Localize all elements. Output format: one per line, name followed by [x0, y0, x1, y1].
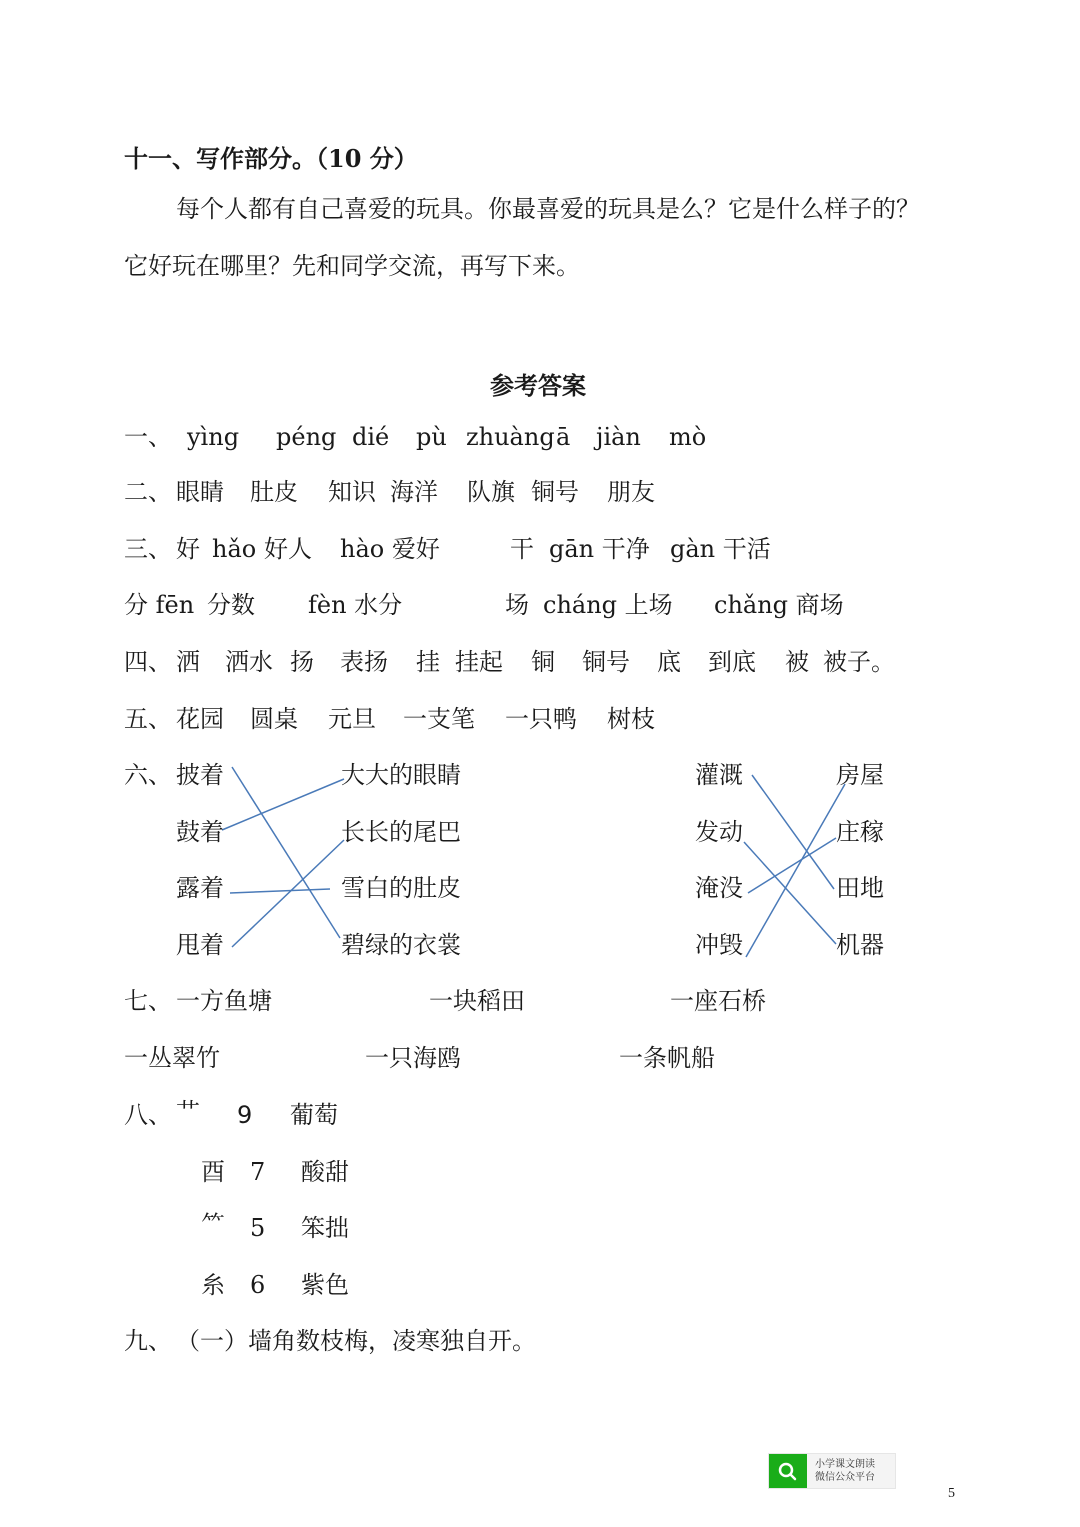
q8-word: 酸甜 — [301, 1158, 349, 1186]
q3-item: 分 fēn — [124, 591, 195, 619]
q7-item: 一只海鸥 — [365, 1044, 461, 1072]
q6-left-phrase: 大大的眼睛 — [341, 761, 461, 789]
matching-line — [752, 775, 834, 889]
q1-item: jiàn — [596, 423, 641, 451]
writing-prompt-line2: 它好玩在哪里？先和同学交流，再写下来。 — [124, 252, 580, 280]
q8-strokes: 5 — [250, 1214, 266, 1242]
q1-item: yìng — [187, 423, 240, 451]
q1-item: pù — [416, 423, 447, 451]
q8-word: 笨拙 — [301, 1214, 349, 1242]
q7-item: 一块稻田 — [429, 987, 525, 1015]
q8-radical: 糸 — [201, 1271, 225, 1299]
q5-item: 圆桌 — [250, 705, 298, 733]
q4-item: 被 — [785, 648, 809, 676]
matching-line — [230, 889, 330, 893]
q8-strokes: 9 — [237, 1101, 253, 1129]
q1-item: dié — [352, 423, 390, 451]
q9-label: 九、 — [124, 1327, 172, 1355]
q4-item: 铜号 — [582, 648, 630, 676]
q3-item: hǎo — [212, 535, 257, 563]
answer-key-title: 参考答案 — [490, 371, 586, 400]
matching-line — [746, 784, 845, 957]
q6-right-verb: 冲毁 — [695, 931, 743, 959]
q2-item: 海洋 — [390, 478, 438, 506]
q8-strokes: 7 — [250, 1158, 266, 1186]
q5-item: 树枝 — [607, 705, 655, 733]
q8-radical: 酉 — [201, 1158, 225, 1186]
q6-left-verb: 披着 — [176, 761, 224, 789]
q7-label: 七、 — [124, 987, 172, 1015]
q4-item: 洒水 — [225, 648, 273, 676]
q1-item: mò — [669, 423, 707, 451]
matching-line — [232, 767, 340, 938]
q3-item: fèn 水分 — [308, 591, 403, 619]
q4-item: 洒 — [176, 648, 200, 676]
q3-item: hào 爱好 — [340, 535, 440, 563]
q6-right-noun: 房屋 — [836, 761, 884, 789]
q1-item: zhuàng — [466, 423, 555, 451]
q4-label: 四、 — [124, 648, 172, 676]
q7-item: 一条帆船 — [619, 1044, 715, 1072]
q6-right-verb: 发动 — [695, 818, 743, 846]
badge-line2: 微信公众平台 — [815, 1472, 875, 1483]
q2-item: 眼睛 — [176, 478, 224, 506]
q1-item: ā — [556, 423, 571, 451]
q3-item: gàn 干活 — [670, 535, 771, 563]
q5-item: 一只鸭 — [505, 705, 577, 733]
q7-item: 一丛翠竹 — [124, 1044, 220, 1072]
q6-right-noun: 田地 — [836, 874, 884, 902]
q2-item: 队旗 — [467, 478, 515, 506]
writing-heading: 十一、写作部分。（10 分） — [124, 144, 418, 173]
q6-right-noun: 庄稼 — [836, 818, 884, 846]
q4-item: 到底 — [708, 648, 756, 676]
q8-word: 紫色 — [301, 1271, 349, 1299]
page-number: 5 — [948, 1486, 955, 1501]
q4-item: 挂 — [416, 648, 440, 676]
q4-item: 表扬 — [340, 648, 388, 676]
q8-strokes: 6 — [250, 1271, 266, 1299]
q8-word: 葡萄 — [290, 1101, 338, 1129]
q8-radical: 艹 — [176, 1098, 200, 1126]
q4-item: 底 — [657, 648, 681, 676]
q2-item: 朋友 — [607, 478, 655, 506]
q3-label: 三、 — [124, 535, 172, 563]
search-icon — [769, 1454, 807, 1488]
q9-text: （一）墙角数枝梅，凌寒独自开。 — [176, 1327, 536, 1355]
q5-label: 五、 — [124, 705, 172, 733]
wechat-platform-badge — [768, 1453, 896, 1489]
q5-item: 一支笔 — [403, 705, 475, 733]
q3-item: 场 — [505, 591, 529, 619]
q3-item: 分数 — [207, 591, 255, 619]
q6-right-verb: 灌溉 — [695, 761, 743, 789]
q2-item: 铜号 — [531, 478, 579, 506]
writing-prompt-line1: 每个人都有自己喜爱的玩具。你最喜爱的玩具是么？它是什么样子的？ — [176, 195, 920, 223]
q3-item: chǎng 商场 — [714, 591, 844, 619]
q3-item: 好人 — [264, 535, 312, 563]
q6-left-verb: 鼓着 — [176, 818, 224, 846]
q3-item: 干 — [510, 535, 534, 563]
q3-item: gān 干净 — [549, 535, 650, 563]
q4-item: 被子。 — [823, 648, 895, 676]
matching-line — [748, 838, 836, 893]
badge-line1: 小学课文朗读 — [815, 1459, 875, 1470]
q2-item: 知识 — [328, 478, 376, 506]
q6-left-phrase: 长长的尾巴 — [341, 818, 461, 846]
q6-left-verb: 甩着 — [176, 931, 224, 959]
q6-left-verb: 露着 — [176, 874, 224, 902]
q6-label: 六、 — [124, 761, 172, 789]
q4-item: 铜 — [531, 648, 555, 676]
q6-left-phrase: 碧绿的衣裳 — [341, 931, 461, 959]
q6-right-verb: 淹没 — [695, 874, 743, 902]
q2-label: 二、 — [124, 478, 172, 506]
q6-left-phrase: 雪白的肚皮 — [341, 874, 461, 902]
matching-line — [222, 779, 344, 830]
q1-label: 一、 — [124, 423, 172, 451]
q4-item: 扬 — [290, 648, 314, 676]
q1-item: péng — [276, 423, 337, 451]
q4-item: 挂起 — [455, 648, 503, 676]
q5-item: 元旦 — [328, 705, 376, 733]
q7-item: 一座石桥 — [670, 987, 766, 1015]
q8-label: 八、 — [124, 1101, 172, 1129]
matching-line — [744, 842, 836, 944]
q5-item: 花园 — [176, 705, 224, 733]
q8-radical: ⺮ — [201, 1210, 225, 1238]
q2-item: 肚皮 — [250, 478, 298, 506]
q6-right-noun: 机器 — [836, 931, 884, 959]
q7-item: 一方鱼塘 — [176, 987, 272, 1015]
q3-item: 好 — [176, 535, 200, 563]
q3-item: cháng 上场 — [543, 591, 673, 619]
